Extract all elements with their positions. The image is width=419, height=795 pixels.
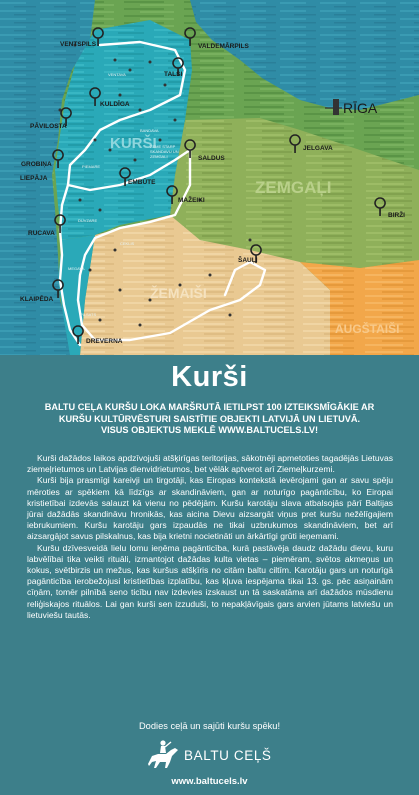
district-ventava: VENTAVA [108,72,126,77]
district-duvzare: DUVZARE [78,218,98,223]
horse-rider-icon [144,738,182,770]
region-kursi: KURŠI [110,135,157,152]
city-ventspils: VENTSPILS [60,41,97,48]
lead-line: VISUS OBJEKTUS MEKLĒ WWW.BALTUCELS.LV! [100,425,319,435]
city-embute: EMBŪTE [128,179,156,186]
district-zeme: ZEME STARP [150,144,176,149]
city-pavilosta: PĀVILOSTA [30,123,67,130]
paragraph: Kurši dažādos laikos apdzīvojuši atšķirīgas teritorijas, sākotnēji apmetoties tagadējās Lietuvas ziemeļrietumos un Latvijas dienvidrietumos, bet vēlāk aptverot arī Ziemeļkurzemi. [27,453,393,475]
city-riga: RĪGA [343,100,378,116]
district-megava: MEGAVA [68,266,85,271]
region-zemaisi: ŽEMAIŠI [150,285,207,301]
region-augstaisi: AUGŠTAIŠI [335,322,400,336]
district-bandava: BANDAVA [140,128,159,133]
city-valdemarpils: VALDEMĀRPILS [198,43,249,50]
riga-marker [333,99,339,115]
district-piemare: PIEMARE [82,164,101,169]
website-link[interactable]: www.baltucels.lv [171,776,248,787]
paragraph: Kuršu dzīvesveidā lielu lomu ieņēma pagānticība, kurā pastāvēja daudz dažādu dievu, kuru labvēlībai tika veikti rituāli, izmantojot dažādas kulta vietas – piemēram, svētos akmeņus un kokus, svētbirzis un mežus, kas kuršus atšķīris no citām baltu ciltīm. Karotāju gars un noturīgā pagānticība ierobežojusi kristietības izplatību, kas kļuva iespējama tikai 13. gs. pēc asiņainām cīņām, tomēr pilnībā seno ticību nav izdevies izskaust un tā saskatāma arī dažādos mūsdienu reliģiskajos rituālos. Lai gan kurši sen izzuduši, to nepakļāvīgais gars arvien jūtams latviešu un lietuviešu tautās. [27,542,393,620]
district-pilsats: PILSATS [80,312,97,317]
city-grobina: GROBIŅA [21,161,52,168]
page-title: Kurši [171,361,248,393]
district-zeme-2: SKANDAVU UN [150,149,179,154]
body-text [27,453,393,621]
lead-line: KURŠU KULTŪRVĒSTURI SAISTĪTIE OBJEKTI LATVIJĀ UN LIETUVĀ. [58,413,361,424]
city-dreverna: DREVERNA [86,338,123,345]
city-siauliai: ŠAUĻI [238,257,258,264]
route-map [0,0,419,355]
paragraph: Kurši bija prasmīgi kareivji un tirgotāji, kas Eiropas kontekstā ievērojami gan ar savu spēju mēroties ar spēkiem kā līdzīgs ar skandināviem, gan ar noturīgo pagānticību, ko Eiropai kristietībai izdevās salauzt kā vienu no pēdējām. Kuršu karotāju slava atbalsojās pārī Baltijas jūrai dažādās skandināvu hronikās, kas aicina Dievu aizsargāt viņus pret kuršu nežēlīgajiem iebrukumiem. Kuršu karotāju gars izpaudās ne tikai uzbrukumos skandināviem, bet arī aizsargājot savus pilskalnus, kas bija krietni nocietināti un ārkārtīgi grūti ieņemami. [27,475,393,542]
district-zeme-3: ZEMGALI [150,154,168,159]
region-zemgali: ZEMGAĻI [255,178,332,197]
info-panel [0,355,419,795]
city-talsi: TALSI [164,71,183,78]
city-rucava: RUCAVA [28,230,55,237]
baltu-cels-logo [144,738,279,770]
closing-line: Dodies ceļā un sajūti kuršu spēku! [138,721,281,731]
city-kuldiga: KULDĪGA [100,101,130,108]
lead-text [18,402,401,437]
district-ceklis: CEKLIS [120,241,135,246]
city-mazeikiai: MAŽEIKI [178,197,205,204]
city-saldus: SALDUS [198,155,225,162]
city-birzai: BIRŽI [388,212,405,219]
city-jelgava: JELGAVA [303,145,333,152]
city-liepaja: LIEPĀJA [20,175,48,182]
city-klaipeda: KLAIPĒDA [20,296,54,303]
logo-text: BALTU CEĻŠ [184,748,272,763]
lead-line: BALTU CEĻA KURŠU LOKA MARŠRUTĀ IETILPST 100 IZTEIKSMĪGĀKIE AR [44,402,375,412]
